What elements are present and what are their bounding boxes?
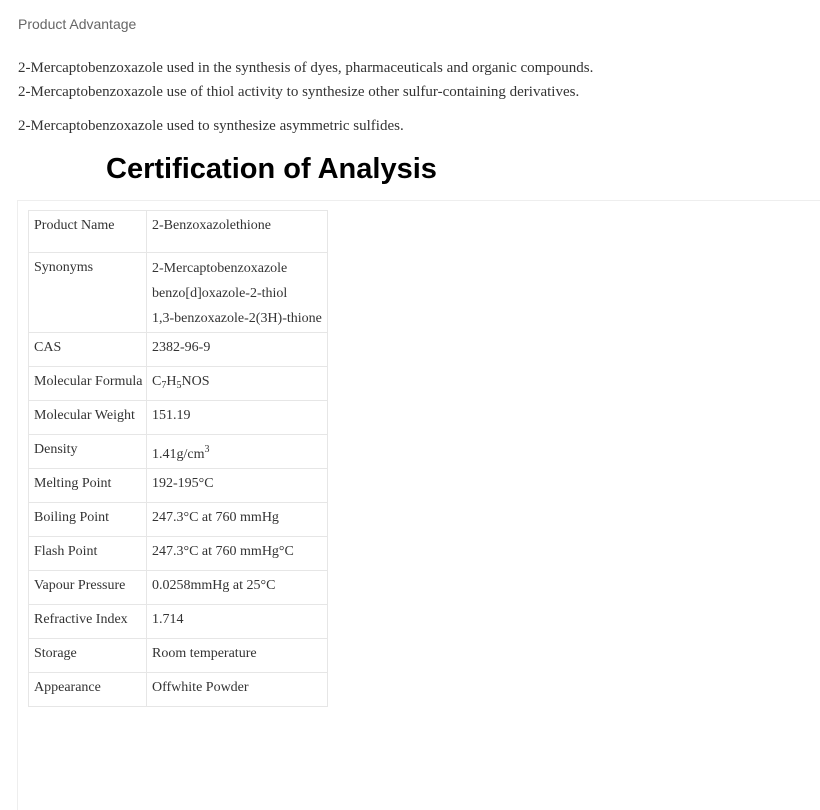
row-value: 2382-96-9 <box>147 333 328 367</box>
row-label: Flash Point <box>29 537 147 571</box>
row-value: 151.19 <box>147 401 328 435</box>
row-label: Molecular Formula <box>29 367 147 401</box>
advantage-paragraph: 2-Mercaptobenzoxazole used in the synthesis of dyes, pharmaceuticals and organic compounds. <box>18 60 594 76</box>
table-row <box>29 333 328 367</box>
synonym: 1,3-benzoxazole-2(3H)-thione <box>152 311 322 326</box>
density-superscript: 3 <box>204 444 210 455</box>
density-value <box>147 435 328 469</box>
coa-title: Certification of Analysis <box>106 153 437 185</box>
row-label: CAS <box>29 333 147 367</box>
formula-subscript: 5 <box>176 380 182 391</box>
table-row <box>29 571 328 605</box>
synonym: benzo[d]oxazole-2-thiol <box>152 286 288 301</box>
table-row <box>29 211 328 253</box>
formula-part: H <box>166 374 177 389</box>
table-row <box>29 401 328 435</box>
formula-subscript: 7 <box>161 380 167 391</box>
table-row <box>29 435 328 469</box>
row-label: Appearance <box>29 673 147 707</box>
row-label: Density <box>29 435 147 469</box>
row-value: Offwhite Powder <box>147 673 328 707</box>
row-label: Molecular Weight <box>29 401 147 435</box>
table-row <box>29 503 328 537</box>
coa-table <box>28 210 328 707</box>
row-value: 2-Benzoxazolethione <box>147 211 328 253</box>
row-value: 247.3°C at 760 mmHg <box>147 503 328 537</box>
row-label: Boiling Point <box>29 503 147 537</box>
table-row <box>29 605 328 639</box>
row-value: Room temperature <box>147 639 328 673</box>
formula-part: NOS <box>181 374 210 389</box>
section-heading: Product Advantage <box>18 16 137 32</box>
row-label: Melting Point <box>29 469 147 503</box>
table-row <box>29 639 328 673</box>
density-base: 1.41g/cm <box>152 447 205 462</box>
table-row <box>29 537 328 571</box>
synonyms-cell <box>147 253 328 333</box>
table-row <box>29 253 328 333</box>
row-label: Refractive Index <box>29 605 147 639</box>
row-value: 192-195°C <box>147 469 328 503</box>
row-value: 0.0258mmHg at 25°C <box>147 571 328 605</box>
table-row <box>29 673 328 707</box>
row-label: Storage <box>29 639 147 673</box>
row-label: Synonyms <box>29 253 147 333</box>
synonym: 2-Mercaptobenzoxazole <box>152 261 288 276</box>
row-value: 1.714 <box>147 605 328 639</box>
row-label: Vapour Pressure <box>29 571 147 605</box>
table-row <box>29 469 328 503</box>
row-label: Product Name <box>29 211 147 253</box>
advantage-paragraph: 2-Mercaptobenzoxazole use of thiol activity to synthesize other sulfur-containing derivatives. <box>18 84 580 100</box>
molecular-formula <box>147 367 328 401</box>
formula-part: C <box>152 374 162 389</box>
advantage-paragraph: 2-Mercaptobenzoxazole used to synthesize asymmetric sulfides. <box>18 118 404 134</box>
table-row <box>29 367 328 401</box>
row-value: 247.3°C at 760 mmHg°C <box>147 537 328 571</box>
